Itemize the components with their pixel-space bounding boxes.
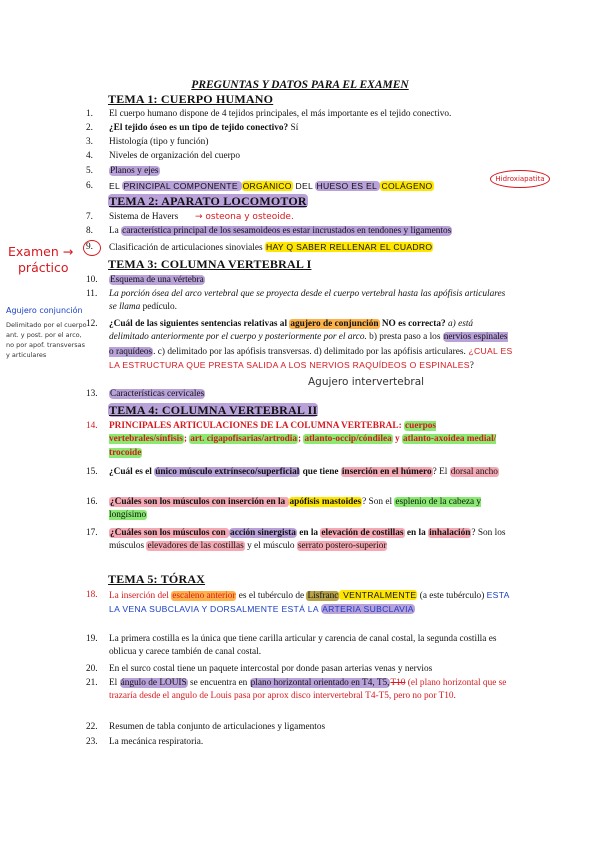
section-heading-tema-4: TEMA 4: COLUMNA VERTEBRAL II <box>109 403 318 417</box>
handwritten-note-examen: Examen → <box>8 244 74 259</box>
handwritten-note-agujero-intervertebral: Agujero intervertebral <box>308 376 425 388</box>
handwritten-note-agujero-body: Delimitado por el cuerpo ant. y post. por el arco, no por apof. transversas y articulares <box>6 321 87 359</box>
page-title: PREGUNTAS Y DATOS PARA EL EXAMEN <box>191 79 409 91</box>
circle-mark <box>83 240 101 256</box>
section-heading-tema-2: TEMA 2: APARATO LOCOMOTOR <box>109 194 307 208</box>
handwritten-note-hidroxiapatita: Hidroxiapatita <box>490 170 550 188</box>
handwritten-note-osteona: → osteona y osteoide. <box>195 212 294 222</box>
handwritten-note-practico: práctico <box>18 260 69 275</box>
handwritten-note-agujero-title: Agujero conjunción <box>6 306 83 315</box>
section-heading-tema-1: TEMA 1: CUERPO HUMANO <box>108 92 274 106</box>
section-heading-tema-5: TEMA 5: TÓRAX <box>108 572 206 586</box>
section-heading-tema-3: TEMA 3: COLUMNA VERTEBRAL I <box>108 257 312 271</box>
